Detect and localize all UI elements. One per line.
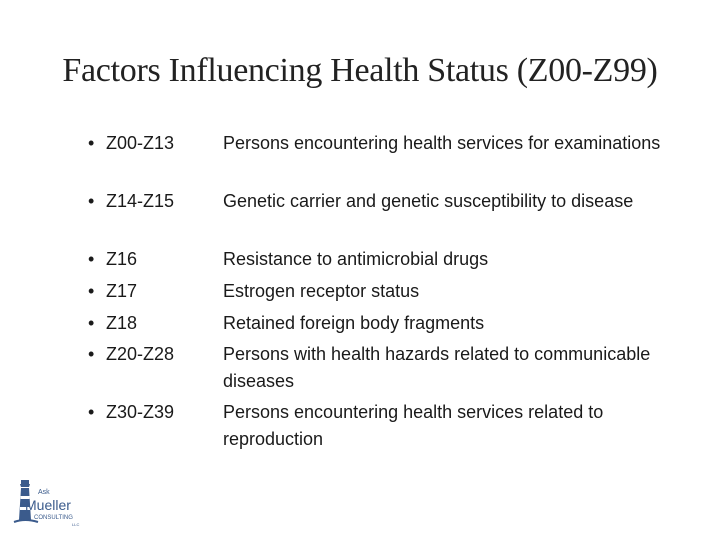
code-description: Estrogen receptor status (223, 281, 420, 301)
bullet-icon: • (88, 313, 95, 333)
company-logo (12, 474, 92, 530)
bullet-icon: • (88, 281, 95, 301)
logo-text-mueller: Mueller (25, 497, 71, 513)
code-description: Resistance to antimicrobial drugs (223, 249, 489, 269)
logo-text-ask: Ask (38, 489, 50, 496)
code-range: Z17 (106, 281, 138, 301)
code-description: Persons encountering health services related to reproduction (223, 402, 604, 449)
logo-text-llc: LLC (72, 522, 80, 527)
code-range: Z30-Z39 (106, 402, 175, 422)
bullet-icon: • (88, 344, 95, 364)
code-description: Persons encountering health services for examinations (223, 133, 661, 153)
code-range: Z20-Z28 (106, 344, 175, 364)
code-description: Persons with health hazards related to communicable diseases (223, 344, 651, 391)
slide-title: Factors Influencing Health Status (Z00-Z99) (62, 52, 658, 89)
logo-text-consulting: CONSULTING (34, 515, 73, 521)
bullet-icon: • (88, 133, 95, 153)
code-description: Genetic carrier and genetic susceptibility to disease (223, 191, 634, 211)
code-range: Z16 (106, 249, 138, 269)
code-range: Z14-Z15 (106, 191, 175, 211)
code-range: Z00-Z13 (106, 133, 175, 153)
code-description: Retained foreign body fragments (223, 313, 485, 333)
bullet-icon: • (88, 191, 95, 211)
bullet-icon: • (88, 402, 95, 422)
bullet-icon: • (88, 249, 95, 269)
code-range: Z18 (106, 313, 138, 333)
